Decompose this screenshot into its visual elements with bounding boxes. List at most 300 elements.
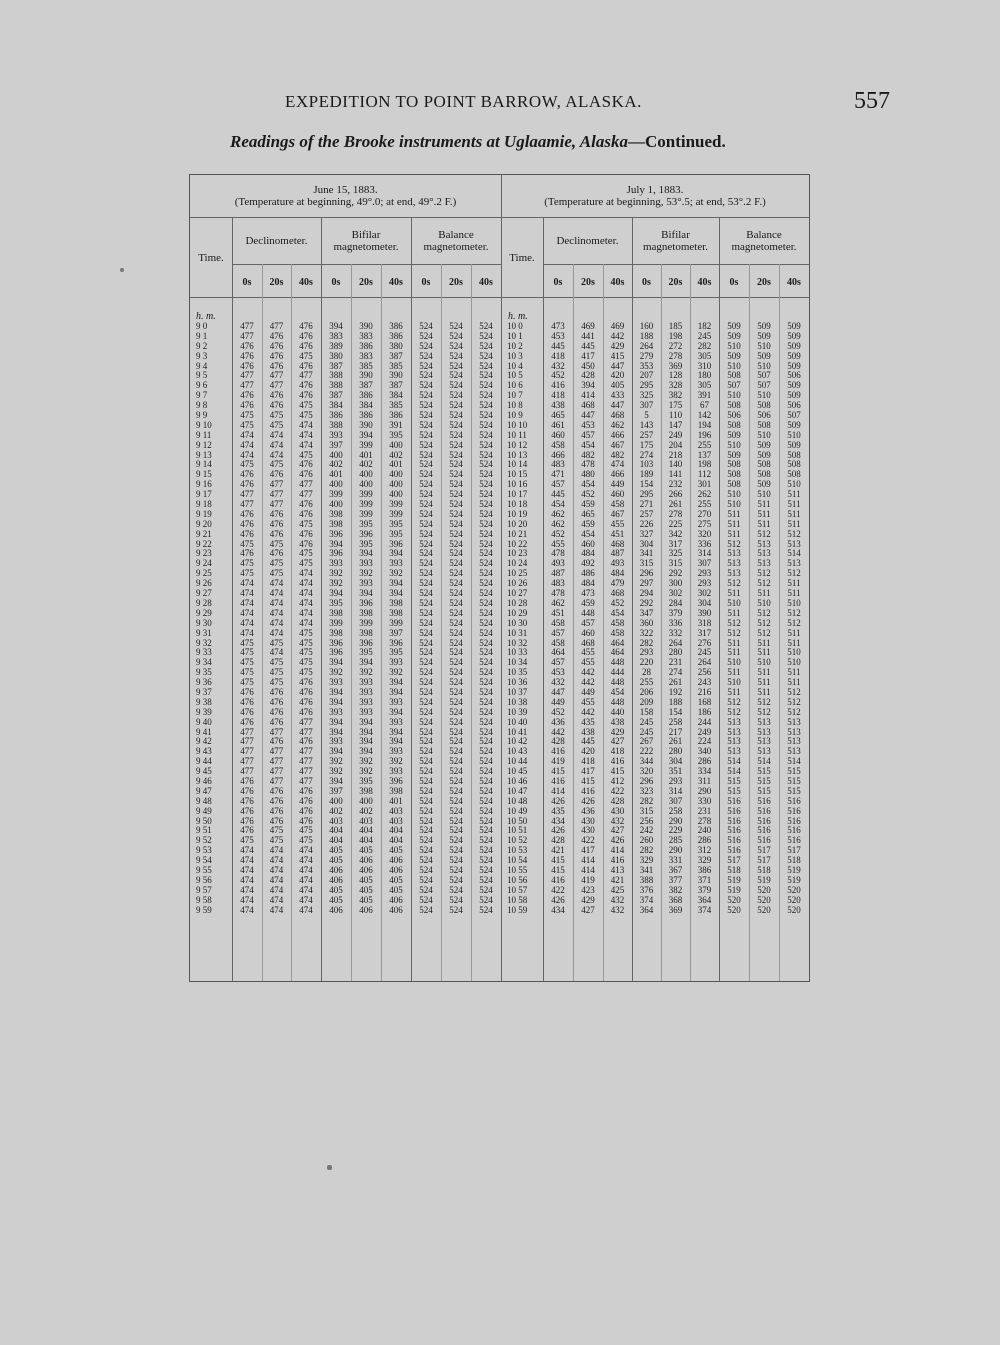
reading-cell: 509: [727, 321, 741, 331]
reading-cell: 402: [359, 459, 373, 470]
reading-cell: 474: [299, 855, 313, 866]
time-cell: 9 31: [196, 627, 212, 638]
reading-cell: 425: [610, 884, 625, 895]
reading-cell: 509: [727, 429, 741, 440]
reading-cell: 524: [419, 538, 433, 549]
reading-cell: 450: [581, 360, 595, 371]
reading-cell: 393: [389, 746, 403, 757]
reading-cell: 217: [668, 726, 683, 737]
reading-cell: 290: [697, 785, 712, 796]
reading-cell: 524: [419, 726, 433, 737]
reading-cell: 524: [419, 894, 433, 905]
reading-cell: 512: [757, 706, 771, 717]
reading-cell: 458: [551, 439, 565, 450]
reading-cell: 506: [787, 400, 801, 411]
reading-cell: 255: [697, 499, 712, 510]
reading-cell: 524: [419, 756, 433, 767]
reading-cell: 509: [757, 439, 771, 450]
reading-cell: 524: [419, 736, 433, 747]
reading-cell: 395: [329, 597, 343, 608]
reading-cell: 524: [419, 795, 433, 806]
reading-cell: 476: [269, 785, 284, 796]
seconds-header: 0s: [331, 277, 341, 288]
reading-cell: 295: [639, 380, 654, 391]
reading-cell: 474: [269, 439, 284, 450]
reading-cell: 394: [389, 686, 403, 697]
reading-cell: 509: [787, 380, 801, 391]
reading-cell: 475: [269, 677, 284, 688]
reading-cell: 476: [240, 350, 254, 361]
reading-cell: 396: [359, 528, 373, 539]
reading-cell: 510: [727, 390, 741, 401]
reading-cell: 110: [668, 410, 683, 421]
reading-cell: 476: [299, 805, 313, 816]
reading-cell: 524: [449, 469, 463, 480]
reading-cell: 506: [757, 410, 771, 421]
reading-cell: 467: [610, 439, 625, 450]
reading-cell: 154: [639, 479, 654, 490]
reading-cell: 454: [551, 499, 565, 510]
reading-cell: 512: [787, 607, 801, 618]
left-date: June 15, 1883.: [313, 184, 378, 196]
left-column-2: [262, 322, 291, 915]
reading-cell: 465: [581, 508, 595, 519]
reading-cell: 449: [581, 686, 595, 697]
reading-cell: 524: [419, 350, 433, 361]
time-cell: 9 54: [196, 855, 212, 866]
reading-cell: 325: [668, 548, 683, 559]
right-column-8: [749, 322, 779, 915]
time-cell: 10 15: [507, 469, 528, 480]
reading-cell: 398: [329, 508, 343, 519]
reading-cell: 524: [479, 508, 493, 519]
reading-cell: 524: [419, 459, 433, 470]
reading-cell: 513: [757, 746, 771, 757]
reading-cell: 524: [449, 686, 463, 697]
reading-cell: 390: [359, 370, 373, 381]
right-column-1: [543, 322, 573, 915]
time-cell: 9 48: [196, 795, 212, 806]
reading-cell: 509: [787, 350, 801, 361]
reading-cell: 476: [299, 528, 313, 539]
left-column-1: [232, 322, 262, 915]
reading-cell: 474: [269, 864, 284, 875]
reading-cell: 394: [359, 746, 373, 757]
reading-cell: 510: [727, 597, 741, 608]
reading-cell: 517: [727, 855, 741, 866]
reading-cell: 524: [449, 904, 463, 915]
reading-cell: 192: [668, 686, 683, 697]
reading-cell: 477: [240, 726, 254, 737]
reading-cell: 417: [581, 845, 595, 856]
reading-cell: 477: [240, 746, 254, 757]
running-title: EXPEDITION TO POINT BARROW, ALASKA.: [285, 92, 642, 111]
reading-cell: 475: [240, 835, 254, 846]
reading-cell: 524: [449, 548, 463, 559]
reading-cell: 398: [329, 607, 343, 618]
page-number: 557: [854, 88, 890, 114]
reading-cell: 524: [479, 825, 493, 836]
reading-cell: 255: [639, 677, 654, 688]
reading-cell: 524: [449, 528, 463, 539]
time-cell: 10 0: [507, 321, 523, 331]
reading-cell: 511: [757, 677, 771, 688]
reading-cell: 512: [757, 617, 771, 628]
reading-cell: 224: [697, 736, 712, 747]
reading-cell: 524: [419, 686, 433, 697]
reading-cell: 304: [697, 597, 712, 608]
reading-cell: 422: [581, 835, 595, 846]
reading-cell: 474: [299, 884, 313, 895]
reading-cell: 524: [479, 410, 493, 421]
reading-cell: 476: [299, 340, 313, 351]
reading-cell: 395: [389, 429, 403, 440]
reading-cell: 476: [269, 469, 284, 480]
reading-cell: 474: [240, 855, 254, 866]
reading-cell: 469: [581, 321, 595, 331]
reading-cell: 175: [639, 439, 654, 450]
reading-cell: 524: [479, 677, 493, 688]
reading-cell: 524: [449, 558, 463, 569]
reading-cell: 474: [299, 845, 313, 856]
reading-cell: 475: [240, 558, 254, 569]
reading-cell: 406: [359, 855, 373, 866]
reading-cell: 476: [299, 360, 313, 371]
reading-cell: 511: [757, 588, 771, 599]
reading-cell: 406: [329, 874, 343, 885]
reading-cell: 477: [240, 756, 254, 767]
reading-cell: 524: [449, 864, 463, 875]
reading-cell: 385: [359, 360, 373, 371]
reading-cell: 524: [449, 370, 463, 381]
reading-cell: 516: [787, 815, 801, 826]
reading-cell: 524: [449, 835, 463, 846]
reading-cell: 474: [269, 429, 284, 440]
reading-cell: 513: [787, 538, 801, 549]
reading-cell: 512: [727, 617, 741, 628]
time-cell: 10 29: [507, 607, 528, 618]
reading-cell: 474: [269, 855, 284, 866]
reading-cell: 452: [610, 597, 625, 608]
reading-cell: 474: [299, 578, 313, 589]
reading-cell: 512: [787, 528, 801, 539]
reading-cell: 474: [299, 607, 313, 618]
reading-cell: 474: [610, 459, 625, 470]
reading-cell: 524: [479, 746, 493, 757]
reading-cell: 421: [551, 845, 565, 856]
reading-cell: 367: [668, 864, 683, 875]
reading-cell: 394: [359, 716, 373, 727]
reading-cell: 513: [727, 726, 741, 737]
reading-cell: 524: [419, 588, 433, 599]
reading-cell: 393: [359, 578, 373, 589]
reading-cell: 414: [581, 864, 595, 875]
reading-cell: 388: [329, 419, 343, 430]
reading-cell: 510: [727, 340, 741, 351]
reading-cell: 457: [551, 657, 565, 668]
reading-cell: 524: [479, 716, 493, 727]
reading-cell: 524: [479, 449, 493, 460]
reading-cell: 282: [639, 845, 654, 856]
reading-cell: 206: [639, 686, 654, 697]
reading-cell: 394: [389, 726, 403, 737]
reading-cell: 476: [299, 390, 313, 401]
reading-cell: 405: [389, 845, 403, 856]
reading-cell: 245: [639, 726, 654, 737]
reading-cell: 455: [581, 696, 595, 707]
reading-cell: 524: [479, 439, 493, 450]
reading-cell: 517: [757, 845, 771, 856]
reading-cell: 401: [359, 449, 373, 460]
right-column-0: [507, 322, 547, 915]
reading-cell: 398: [389, 607, 403, 618]
reading-cell: 524: [449, 439, 463, 450]
reading-cell: 429: [581, 894, 595, 905]
time-cell: 9 4: [196, 360, 208, 371]
reading-cell: 395: [359, 538, 373, 549]
reading-cell: 315: [668, 558, 683, 569]
reading-cell: 508: [787, 469, 801, 480]
reading-cell: 432: [610, 815, 625, 826]
reading-cell: 520: [757, 884, 771, 895]
reading-cell: 28: [642, 667, 651, 678]
reading-cell: 282: [639, 795, 654, 806]
rule-under-instruments-right: [543, 264, 809, 265]
reading-cell: 336: [697, 538, 712, 549]
time-cell: 9 29: [196, 607, 212, 618]
reading-cell: 477: [269, 726, 284, 737]
reading-cell: 440: [610, 706, 625, 717]
reading-cell: 524: [419, 607, 433, 618]
reading-cell: 418: [551, 390, 565, 401]
reading-cell: 402: [329, 805, 343, 816]
reading-cell: 524: [419, 568, 433, 579]
reading-cell: 513: [757, 736, 771, 747]
reading-cell: 476: [299, 785, 313, 796]
reading-cell: 405: [389, 874, 403, 885]
reading-cell: 474: [240, 894, 254, 905]
reading-cell: 476: [269, 805, 284, 816]
reading-cell: 387: [359, 380, 373, 391]
reading-cell: 258: [668, 716, 683, 727]
reading-cell: 459: [581, 518, 595, 529]
reading-cell: 475: [299, 548, 313, 559]
reading-cell: 524: [419, 696, 433, 707]
reading-cell: 455: [551, 538, 565, 549]
reading-cell: 524: [479, 518, 493, 529]
reading-cell: 315: [639, 805, 654, 816]
reading-cell: 451: [551, 607, 565, 618]
reading-cell: 448: [610, 657, 625, 668]
reading-cell: 511: [727, 528, 741, 539]
time-cell: 10 23: [507, 548, 528, 559]
reading-cell: 447: [610, 360, 625, 371]
time-cell: 9 38: [196, 696, 212, 707]
reading-cell: 512: [757, 528, 771, 539]
reading-cell: 510: [757, 429, 771, 440]
reading-cell: 242: [639, 825, 654, 836]
reading-cell: 302: [668, 588, 683, 599]
time-cell: 9 40: [196, 716, 212, 727]
time-cell: 9 15: [196, 469, 212, 480]
reading-cell: 508: [787, 449, 801, 460]
time-cell: 10 47: [507, 785, 528, 796]
reading-cell: 524: [449, 419, 463, 430]
time-cell: 9 50: [196, 815, 212, 826]
reading-cell: 396: [329, 637, 343, 648]
reading-cell: 415: [610, 350, 625, 361]
reading-cell: 524: [419, 766, 433, 777]
reading-cell: 387: [389, 350, 403, 361]
reading-cell: 429: [610, 340, 625, 351]
reading-cell: 524: [449, 429, 463, 440]
reading-cell: 327: [639, 528, 654, 539]
reading-cell: 524: [479, 588, 493, 599]
reading-cell: 432: [610, 904, 625, 915]
reading-cell: 506: [727, 410, 741, 421]
reading-cell: 458: [610, 617, 625, 628]
reading-cell: 405: [329, 855, 343, 866]
reading-cell: 524: [479, 766, 493, 777]
balance-header-right: Balance magnetometer.: [731, 229, 797, 253]
reading-cell: 475: [240, 657, 254, 668]
reading-cell: 516: [757, 805, 771, 816]
reading-cell: 383: [359, 330, 373, 341]
reading-cell: 476: [240, 696, 254, 707]
reading-cell: 433: [610, 390, 625, 401]
reading-cell: 510: [757, 360, 771, 371]
reading-cell: 524: [419, 805, 433, 816]
reading-cell: 515: [757, 775, 771, 786]
reading-cell: 434: [551, 815, 565, 826]
reading-cell: 475: [269, 568, 284, 579]
reading-cell: 447: [581, 410, 595, 421]
reading-cell: 477: [299, 726, 313, 737]
reading-cell: 445: [581, 736, 595, 747]
reading-cell: 524: [449, 825, 463, 836]
seconds-header: 0s: [421, 277, 431, 288]
reading-cell: 476: [299, 696, 313, 707]
reading-cell: 524: [419, 410, 433, 421]
reading-cell: 468: [610, 410, 625, 421]
reading-cell: 474: [240, 597, 254, 608]
reading-cell: 399: [359, 499, 373, 510]
reading-cell: 516: [787, 835, 801, 846]
reading-cell: 477: [299, 716, 313, 727]
reading-cell: 515: [727, 785, 741, 796]
reading-cell: 476: [299, 736, 313, 747]
reading-cell: 261: [668, 677, 683, 688]
reading-cell: 508: [757, 469, 771, 480]
reading-cell: 386: [359, 340, 373, 351]
reading-cell: 387: [389, 380, 403, 391]
seconds-header: 20s: [269, 277, 284, 288]
reading-cell: 524: [449, 815, 463, 826]
reading-cell: 524: [479, 736, 493, 747]
time-cell: 9 10: [196, 419, 212, 430]
reading-cell: 524: [419, 479, 433, 490]
reading-cell: 486: [581, 568, 595, 579]
reading-cell: 476: [299, 508, 313, 519]
reading-cell: 473: [581, 588, 595, 599]
reading-cell: 406: [389, 894, 403, 905]
reading-cell: 476: [240, 469, 254, 480]
reading-cell: 476: [269, 350, 284, 361]
reading-cell: 398: [359, 785, 373, 796]
reading-cell: 476: [240, 686, 254, 697]
reading-cell: 420: [610, 370, 625, 381]
time-cell: 10 17: [507, 489, 528, 500]
reading-cell: 438: [581, 726, 595, 737]
reading-cell: 493: [610, 558, 625, 569]
reading-cell: 476: [240, 716, 254, 727]
reading-cell: 511: [787, 588, 801, 599]
reading-cell: 524: [419, 775, 433, 786]
reading-cell: 524: [479, 706, 493, 717]
reading-cell: 524: [449, 340, 463, 351]
reading-cell: 518: [757, 864, 771, 875]
reading-cell: 475: [299, 667, 313, 678]
reading-cell: 387: [329, 390, 343, 401]
time-cell: 9 25: [196, 568, 212, 579]
reading-cell: 447: [610, 400, 625, 411]
reading-cell: 510: [727, 439, 741, 450]
time-cell: 10 59: [507, 904, 528, 915]
reading-cell: 509: [757, 350, 771, 361]
reading-cell: 474: [299, 597, 313, 608]
reading-cell: 218: [668, 449, 683, 460]
time-cell: 10 7: [507, 390, 523, 401]
reading-cell: 524: [419, 489, 433, 500]
reading-cell: 476: [240, 518, 254, 529]
reading-cell: 438: [610, 716, 625, 727]
reading-cell: 314: [668, 785, 683, 796]
reading-cell: 293: [668, 775, 683, 786]
reading-cell: 511: [787, 499, 801, 510]
reading-cell: 471: [551, 469, 565, 480]
reading-cell: 398: [329, 627, 343, 638]
time-cell: 10 24: [507, 558, 528, 569]
reading-cell: 524: [479, 637, 493, 648]
time-cell: 9 14: [196, 459, 212, 470]
reading-cell: 476: [240, 479, 254, 490]
reading-cell: 516: [787, 825, 801, 836]
reading-cell: 454: [581, 528, 595, 539]
reading-cell: 198: [668, 330, 683, 341]
reading-cell: 417: [581, 766, 595, 777]
reading-cell: 415: [551, 864, 565, 875]
reading-cell: 524: [449, 756, 463, 767]
reading-cell: 511: [727, 607, 741, 618]
reading-cell: 508: [727, 479, 741, 490]
reading-cell: 524: [419, 825, 433, 836]
reading-cell: 510: [757, 597, 771, 608]
reading-cell: 511: [757, 667, 771, 678]
time-cell: 10 58: [507, 894, 528, 905]
reading-cell: 413: [610, 864, 625, 875]
reading-cell: 524: [449, 508, 463, 519]
reading-cell: 398: [359, 607, 373, 618]
reading-cell: 511: [787, 578, 801, 589]
reading-cell: 307: [697, 558, 712, 569]
reading-cell: 422: [551, 884, 565, 895]
reading-cell: 524: [479, 884, 493, 895]
reading-cell: 322: [639, 627, 654, 638]
reading-cell: 524: [479, 894, 493, 905]
time-cell: 9 46: [196, 775, 212, 786]
reading-cell: 476: [299, 499, 313, 510]
reading-cell: 275: [697, 518, 712, 529]
